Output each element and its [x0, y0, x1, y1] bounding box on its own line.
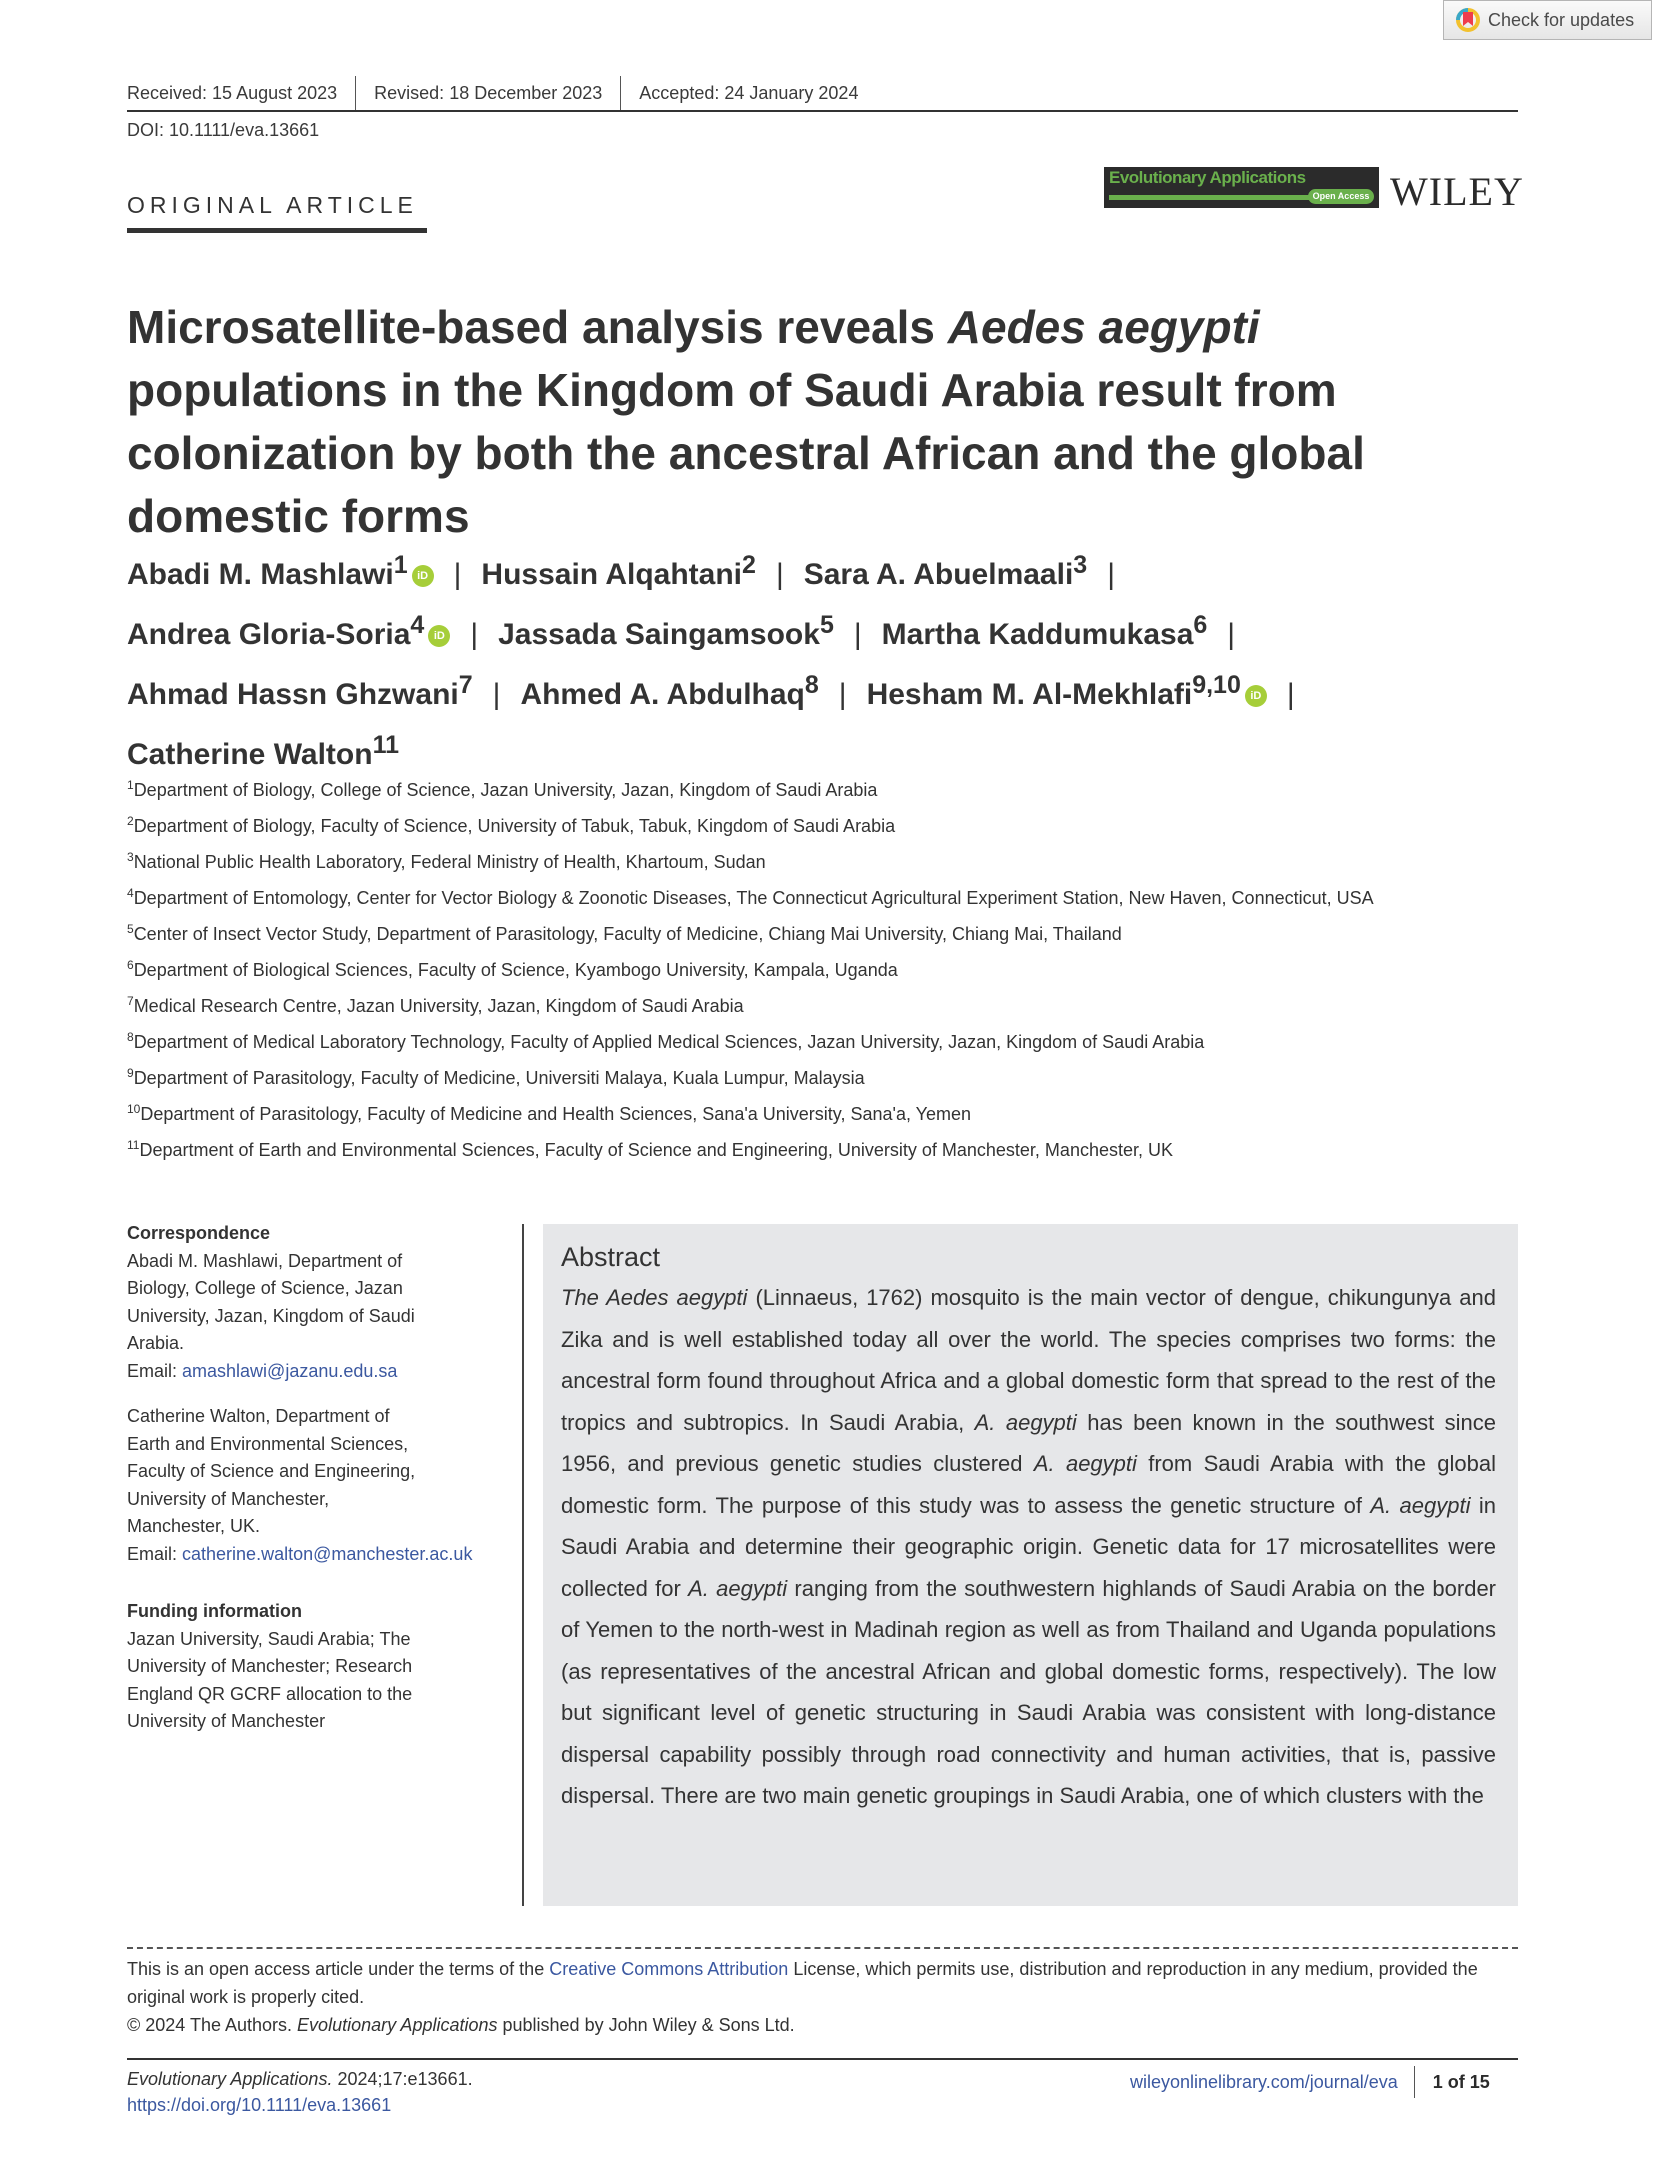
correspondence-address: Catherine Walton, Department of Earth and Environmental Sciences, Faculty of Science and Engineering, University of Manchester, Manchester, UK. — [127, 1406, 416, 1536]
affiliation-text: Medical Research Centre, Jazan University, Jazan, Kingdom of Saudi Arabia — [133, 996, 744, 1016]
affiliation-number: 5 — [127, 922, 134, 936]
affiliation-item — [127, 842, 1547, 878]
author-separator: | — [775, 558, 784, 591]
affiliation-marker[interactable]: 3 — [1073, 551, 1088, 579]
affiliation-text: Department of Earth and Environmental Sciences, Faculty of Science and Engineering, University of Manchester, Manchester, UK — [139, 1140, 1173, 1160]
author-separator: | — [492, 678, 501, 711]
abstract-heading: Abstract — [561, 1242, 661, 1272]
abstract-species-name: A. aegypti — [1033, 1451, 1137, 1476]
check-for-updates-label: Check for updates — [1488, 9, 1635, 30]
page-number: 1 of 15 — [1414, 2066, 1490, 2098]
affiliation-number: 8 — [127, 1030, 134, 1044]
license-divider — [127, 1947, 1518, 1949]
doi-label: DOI: 10.1111/eva.13661 — [127, 120, 320, 140]
affiliation-marker[interactable]: 8 — [804, 671, 819, 699]
abstract-species-name: The Aedes aegypti — [561, 1285, 748, 1310]
email-label: Email: — [127, 1543, 183, 1564]
affiliation-text: Department of Parasitology, Faculty of Medicine, Universiti Malaya, Kuala Lumpur, Malaysia — [133, 1068, 865, 1088]
affiliation-number: 3 — [127, 850, 134, 864]
abstract-box — [543, 1224, 1518, 1906]
check-for-updates-button[interactable] — [1443, 0, 1652, 40]
affiliation-text: Department of Entomology, Center for Vector Biology & Zoonotic Diseases, The Connecticut Agricultural Experiment Station, New Haven, Connecticut, USA — [133, 888, 1374, 908]
author[interactable]: Jassada Saingamsook — [498, 618, 820, 651]
affiliation-item — [127, 878, 1547, 914]
cc-license-link[interactable]: Creative Commons Attribution — [549, 1959, 789, 1979]
author[interactable]: Andrea Gloria-Soria — [127, 618, 411, 651]
affiliation-text: Department of Biology, College of Science, Jazan University, Jazan, Kingdom of Saudi Arabia — [133, 780, 878, 800]
affiliation-number: 6 — [127, 958, 134, 972]
citation-journal: Evolutionary Applications. — [127, 2069, 333, 2089]
copyright-journal: Evolutionary Applications — [297, 2015, 498, 2035]
affiliation-number: 7 — [127, 994, 134, 1008]
received-date: Received: 15 August 2023 — [127, 83, 338, 103]
header-rule — [127, 110, 1518, 112]
footer-citation — [127, 2066, 473, 2118]
affiliation-marker[interactable]: 4 — [410, 611, 425, 639]
column-divider — [522, 1224, 524, 1906]
affiliation-item — [127, 770, 1547, 806]
journal-logo-bar — [1109, 195, 1309, 200]
affiliation-text: Department of Medical Laboratory Technology, Faculty of Applied Medical Sciences, Jazan University, Jazan, Kingdom of Saudi Arabia — [133, 1032, 1205, 1052]
copyright-post: published by John Wiley & Sons Ltd. — [497, 2015, 795, 2035]
citation-details: 2024;17:e13661. — [332, 2069, 473, 2089]
affiliation-item — [127, 1130, 1547, 1166]
affiliation-number: 11 — [127, 1138, 140, 1152]
abstract-text-segment: ranging from the southwestern highlands of Saudi Arabia on the border of Yemen to the north-west in Madinah region as well as from Thailand and Uganda populations (as representatives of the ancestral African and global domestic forms, respectively). The low but significant level of genetic structuring in Saudi Arabia was consistent with long-distance dispersal capability possibly through road connectivity and human activities, that is, passive dispersal. There are two main genetic groupings in Saudi Arabia, one of which clusters with the — [561, 1575, 1497, 1808]
affiliation-marker[interactable]: 5 — [819, 611, 834, 639]
affiliation-marker[interactable]: 2 — [742, 551, 756, 579]
affiliation-marker[interactable]: 11 — [372, 731, 400, 759]
affiliation-text: Department of Parasitology, Faculty of Medicine and Health Sciences, Sana'a University, Sana'a, Yemen — [140, 1104, 972, 1124]
abstract-text-segment: from Saudi Arabia with the global domestic form. The purpose of this study was to assess the genetic structure of — [561, 1451, 1496, 1518]
author[interactable]: Ahmad Hassn Ghzwani — [127, 678, 459, 711]
article-type: ORIGINAL ARTICLE — [127, 192, 418, 218]
abstract-text-segment: has been known in the southwest since 1956, and previous genetic studies clustered — [561, 1409, 1496, 1476]
author-separator: | — [453, 558, 462, 591]
affiliation-text: Department of Biological Sciences, Faculty of Science, Kyambogo University, Kampala, Uganda — [133, 960, 898, 980]
title-part-2: populations in the Kingdom of Saudi Arabia result from colonization by both the ancestral African and the global domestic forms — [127, 364, 1365, 542]
affiliation-number: 10 — [127, 1102, 141, 1116]
article-dates — [127, 76, 876, 110]
affiliation-item — [127, 986, 1547, 1022]
author[interactable]: Hesham M. Al-Mekhlafi — [866, 678, 1193, 711]
publisher-logo[interactable]: WILEY — [1390, 169, 1524, 214]
affiliation-item — [127, 806, 1547, 842]
affiliation-marker[interactable]: 9,10 — [1192, 671, 1241, 699]
funding-heading: Funding information — [127, 1601, 302, 1621]
open-access-badge: Open Access — [1308, 189, 1374, 204]
author-separator: | — [853, 618, 862, 651]
affiliation-number: 4 — [127, 886, 134, 900]
crossmark-icon — [1456, 6, 1480, 34]
affiliation-text: Center of Insect Vector Study, Department of Parasitology, Faculty of Medicine, Chiang Mai University, Chiang Mai, Thailand — [133, 924, 1122, 944]
title-part-1: Microsatellite-based analysis reveals — [127, 301, 948, 353]
title-species: Aedes aegypti — [947, 301, 1260, 353]
correspondence-address: Abadi M. Mashlawi, Department of Biology, College of Science, Jazan University, Jazan, Kingdom of Saudi Arabia. — [127, 1250, 415, 1353]
author[interactable]: Sara A. Abuelmaali — [803, 558, 1074, 591]
affiliation-marker[interactable]: 1 — [393, 551, 408, 579]
orcid-icon[interactable]: iD — [428, 625, 450, 647]
author[interactable]: Hussain Alqahtani — [481, 558, 743, 591]
license-notice — [127, 1955, 1518, 2039]
accepted-date: Accepted: 24 January 2024 — [620, 76, 876, 110]
email-link[interactable]: amashlawi@jazanu.edu.sa — [182, 1360, 398, 1381]
abstract-species-name: A. aegypti — [974, 1409, 1077, 1435]
affiliation-marker[interactable]: 7 — [458, 671, 473, 699]
author[interactable]: Martha Kaddumukasa — [881, 618, 1194, 651]
affiliation-item — [127, 1094, 1547, 1130]
author[interactable]: Ahmed A. Abdulhaq — [520, 678, 805, 711]
correspondence-entry — [127, 1248, 427, 1386]
abstract-text-segment: in Saudi Arabia and determine their geographic origin. Genetic data for 17 microsatellites were collected for — [561, 1492, 1496, 1601]
article-title — [127, 296, 1527, 548]
affiliation-number: 2 — [127, 814, 134, 828]
journal-logo[interactable] — [1104, 167, 1379, 208]
journal-logo-name: Evolutionary Applications — [1109, 168, 1306, 187]
affiliation-list — [127, 770, 1547, 1166]
funding-text: Jazan University, Saudi Arabia; The University of Manchester; Research England QR GCRF allocation to the University of Manchester — [127, 1628, 413, 1731]
abstract-species-name: A. aegypti — [688, 1575, 788, 1601]
abstract-text — [561, 1277, 1496, 1817]
author-separator: | — [838, 678, 847, 711]
affiliation-text: Department of Biology, Faculty of Science, University of Tabuk, Tabuk, Kingdom of Saudi Arabia — [133, 816, 896, 836]
affiliation-item — [127, 914, 1547, 950]
orcid-icon[interactable]: iD — [1245, 685, 1267, 707]
orcid-icon[interactable]: iD — [412, 565, 434, 587]
copyright-pre: © 2024 The Authors. — [127, 2015, 298, 2035]
affiliation-item — [127, 1022, 1547, 1058]
license-text-post: License, which permits use, distribution and reproduction in any medium, provided the original work is properly cited. — [127, 1959, 1478, 2007]
author[interactable]: Catherine Walton — [127, 738, 373, 771]
correspondence-heading: Correspondence — [127, 1223, 271, 1243]
affiliation-number: 1 — [127, 778, 134, 792]
doi-link[interactable]: https://doi.org/10.1111/eva.13661 — [127, 2095, 392, 2115]
correspondence-entry — [127, 1403, 473, 1568]
author-list — [127, 540, 1527, 780]
author-separator: | — [470, 618, 479, 651]
affiliation-number: 9 — [127, 1066, 134, 1080]
author-separator: | — [1227, 618, 1236, 651]
author[interactable]: Abadi M. Mashlawi — [127, 558, 394, 591]
affiliation-item — [127, 1058, 1547, 1094]
license-text-pre: This is an open access article under the terms of the — [127, 1959, 550, 1979]
email-link[interactable]: catherine.walton@manchester.ac.uk — [182, 1543, 473, 1564]
affiliation-text: National Public Health Laboratory, Federal Ministry of Health, Khartoum, Sudan — [133, 852, 766, 872]
journal-site-link[interactable]: wileyonlinelibrary.com/journal/eva — [1130, 2072, 1398, 2092]
author-separator: | — [1286, 678, 1295, 711]
affiliation-marker[interactable]: 6 — [1193, 611, 1208, 639]
footer-right — [1130, 2066, 1490, 2098]
affiliation-item — [127, 950, 1547, 986]
abstract-text-segment: (Linnaeus, 1762) mosquito is the main vector of dengue, chikungunya and Zika and is well established today all over the world. The species comprises two forms: the ancestral form found throughout Africa and a global domestic form that spread to the rest of the tropics and subtropics. In Saudi Arabia, — [561, 1285, 1497, 1435]
author-separator: | — [1107, 558, 1115, 591]
side-info — [127, 1220, 473, 1736]
abstract-species-name: A. aegypti — [1370, 1492, 1471, 1518]
email-label: Email: — [127, 1360, 183, 1381]
revised-date: Revised: 18 December 2023 — [355, 76, 620, 110]
footer-rule — [127, 2058, 1518, 2060]
article-type-underline — [127, 228, 427, 233]
